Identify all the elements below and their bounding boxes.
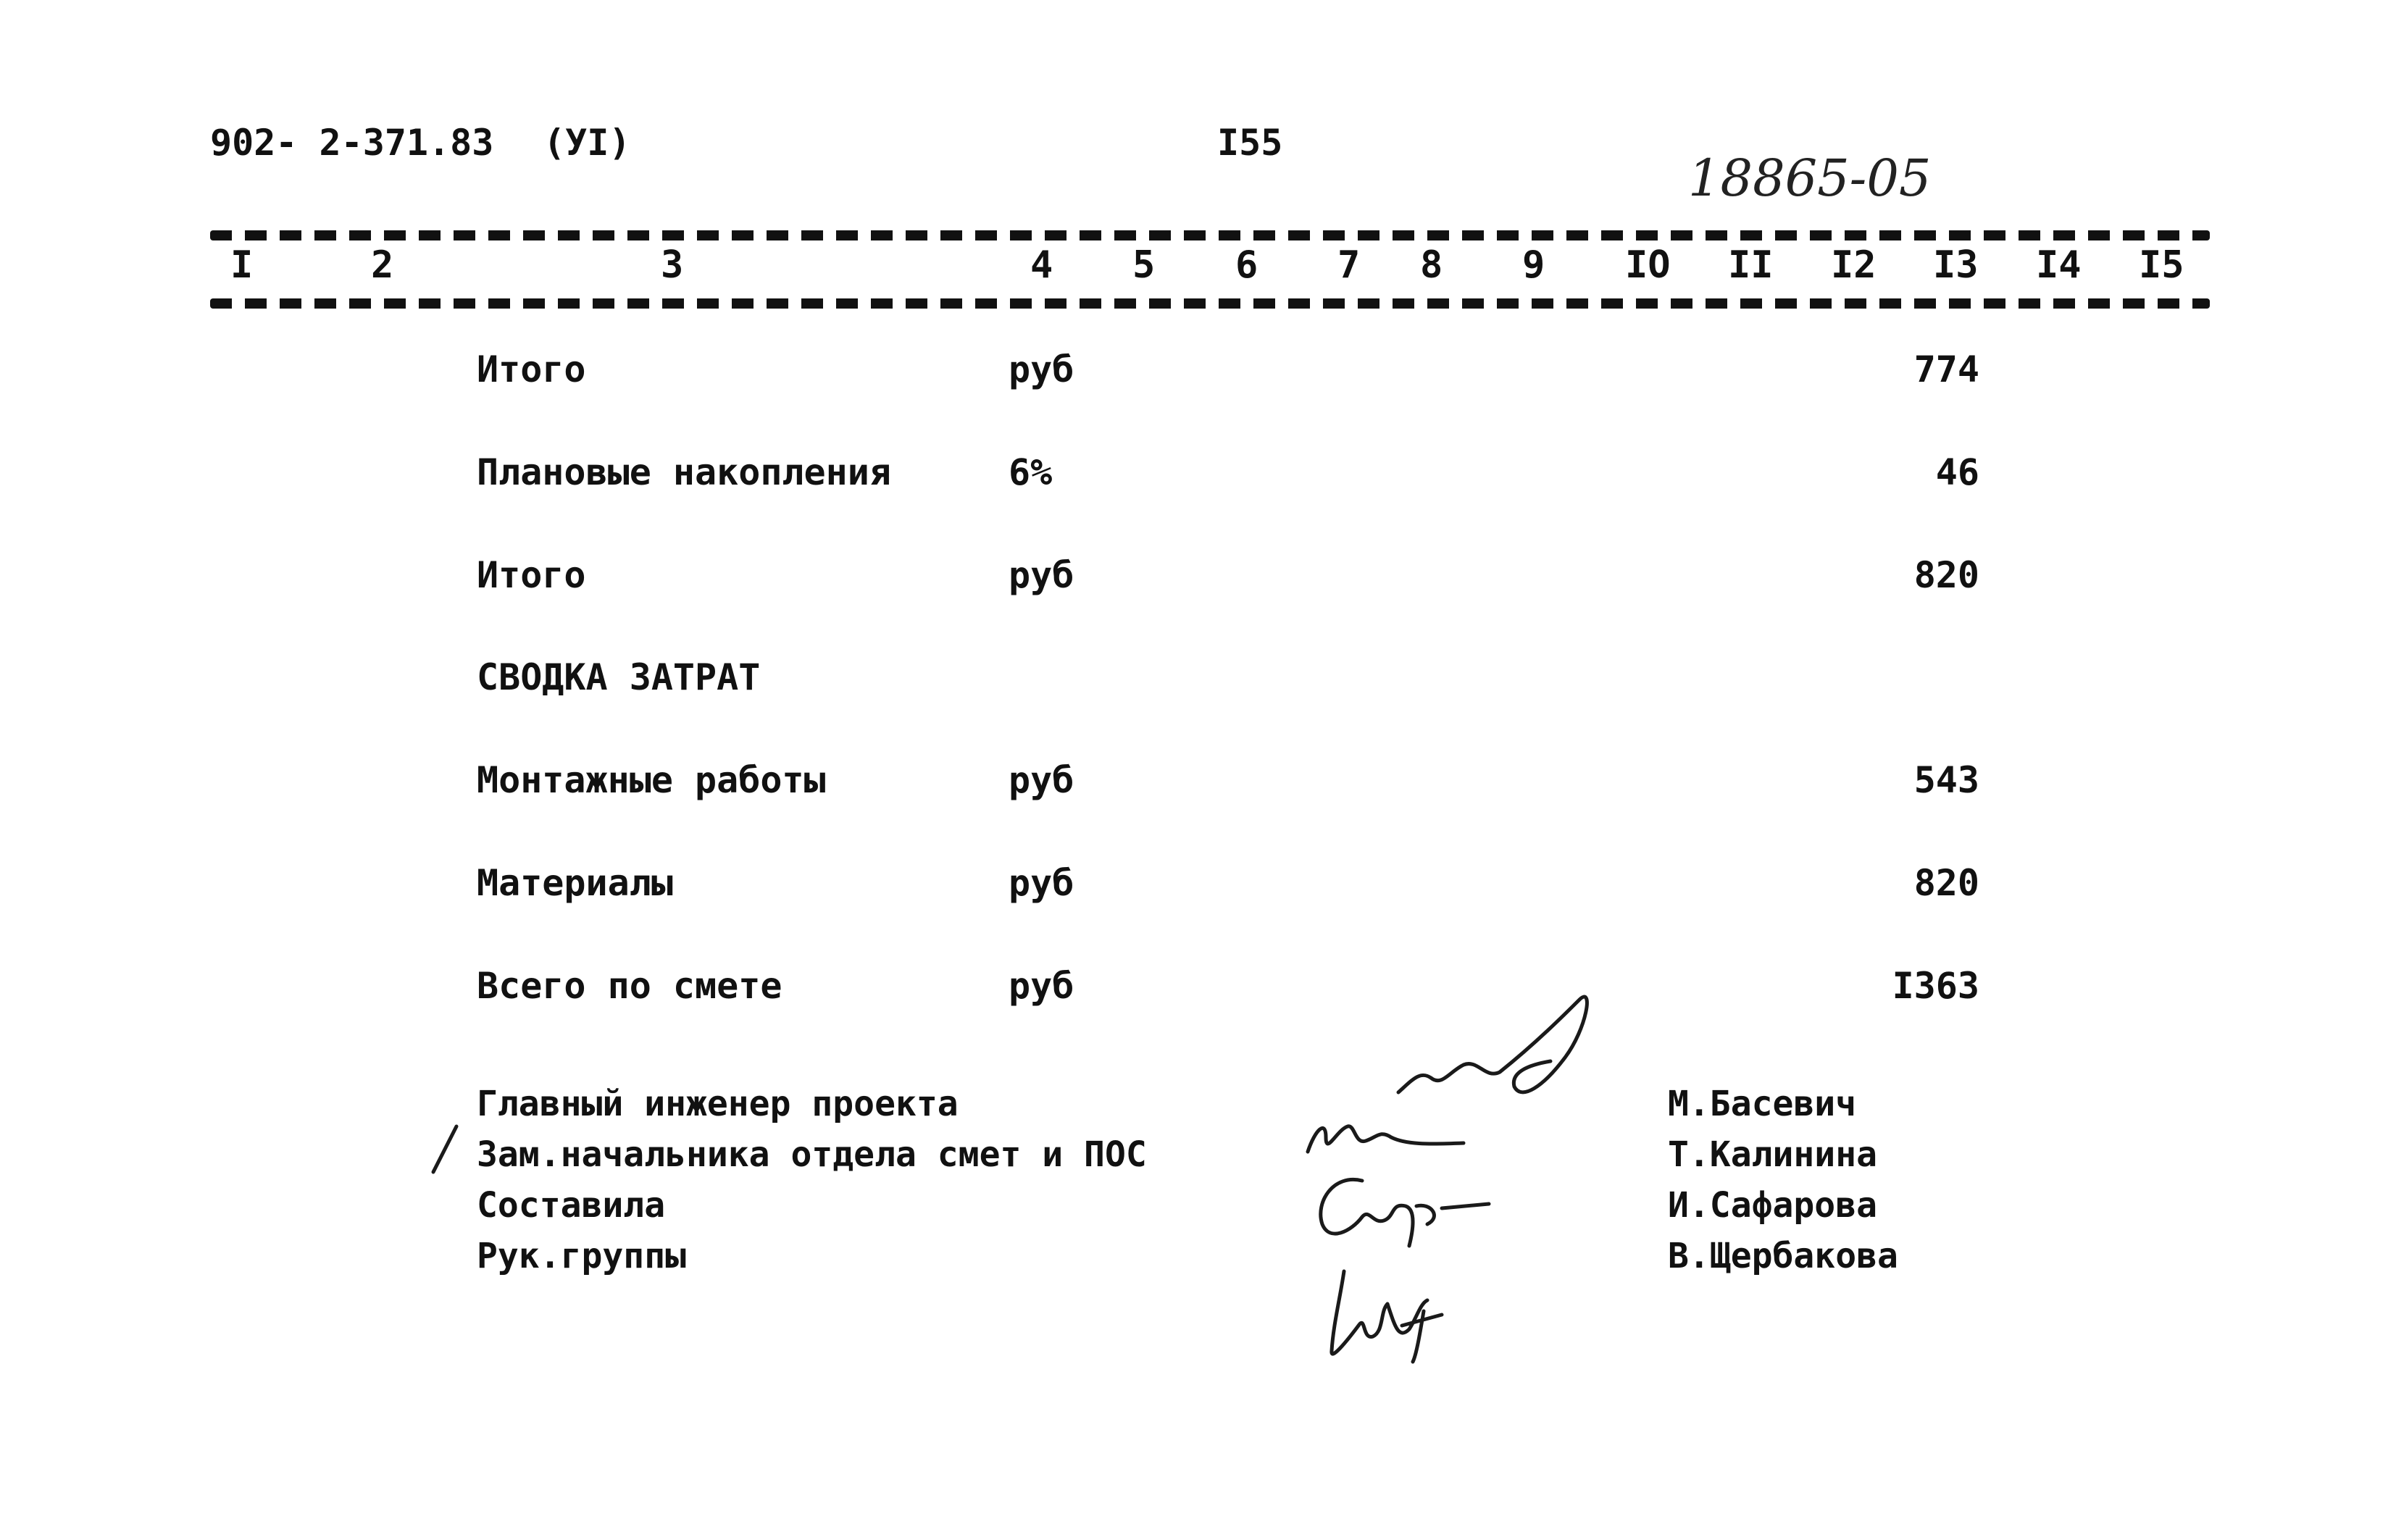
column-number: II <box>1728 243 1774 287</box>
row-label: Итого <box>477 348 586 390</box>
row-unit: руб <box>1009 965 1074 1007</box>
section-heading: СВОДКА ЗАТРАТ <box>477 656 761 698</box>
row-value: 46 <box>1935 451 1979 493</box>
page-number: I55 <box>1217 122 1283 164</box>
row-unit: руб <box>1009 862 1074 904</box>
row-unit: руб <box>1009 759 1074 801</box>
column-number: I5 <box>2139 243 2184 287</box>
row-label: Монтажные работы <box>477 759 826 801</box>
signature-title: Главный инженер проекта <box>477 1084 959 1124</box>
signature-title: Составила <box>477 1185 666 1226</box>
column-number: 5 <box>1132 243 1156 287</box>
row-value: I363 <box>1892 965 1979 1007</box>
signature-stroke <box>1398 997 1587 1092</box>
row-value: 774 <box>1913 348 1979 390</box>
row-value: 543 <box>1913 759 1979 801</box>
column-number: 7 <box>1337 243 1361 287</box>
column-number: 9 <box>1522 243 1545 287</box>
signature-name: И.Сафарова <box>1668 1185 1877 1226</box>
document-series: (УI) <box>543 122 631 164</box>
signature-name: Т.Калинина <box>1668 1134 1877 1175</box>
row-value: 820 <box>1913 862 1979 904</box>
row-label: Материалы <box>477 862 673 904</box>
column-number: I2 <box>1831 243 1877 287</box>
signature-title: Зам.начальника отдела смет и ПОС <box>477 1134 1147 1175</box>
signature-name: В.Щербакова <box>1668 1236 1898 1276</box>
row-label: Итого <box>477 554 586 596</box>
handwritten-number: 18865-05 <box>1688 148 1932 208</box>
row-label: Всего по смете <box>477 965 782 1007</box>
column-number: I <box>230 243 254 287</box>
column-number: IO <box>1625 243 1671 287</box>
row-unit: руб <box>1009 554 1074 596</box>
document-code: 902- 2-371.83 <box>210 122 494 164</box>
signature-stroke <box>1332 1271 1442 1362</box>
row-value: 820 <box>1913 554 1979 596</box>
column-number: 6 <box>1235 243 1258 287</box>
column-number: 2 <box>371 243 394 287</box>
column-number: I4 <box>2036 243 2082 287</box>
column-number: I3 <box>1933 243 1979 287</box>
column-number: 8 <box>1420 243 1443 287</box>
column-number: 4 <box>1030 243 1053 287</box>
row-unit: 6% <box>1009 451 1053 493</box>
signature-stroke <box>1321 1179 1489 1246</box>
signature-title: Рук.группы <box>477 1236 686 1276</box>
signature-stroke <box>1308 1126 1464 1152</box>
column-number: 3 <box>661 243 684 287</box>
row-label: Плановые накопления <box>477 451 891 493</box>
signature-name: М.Басевич <box>1668 1084 1857 1124</box>
margin-slash-mark <box>433 1126 456 1172</box>
row-unit: руб <box>1009 348 1074 390</box>
